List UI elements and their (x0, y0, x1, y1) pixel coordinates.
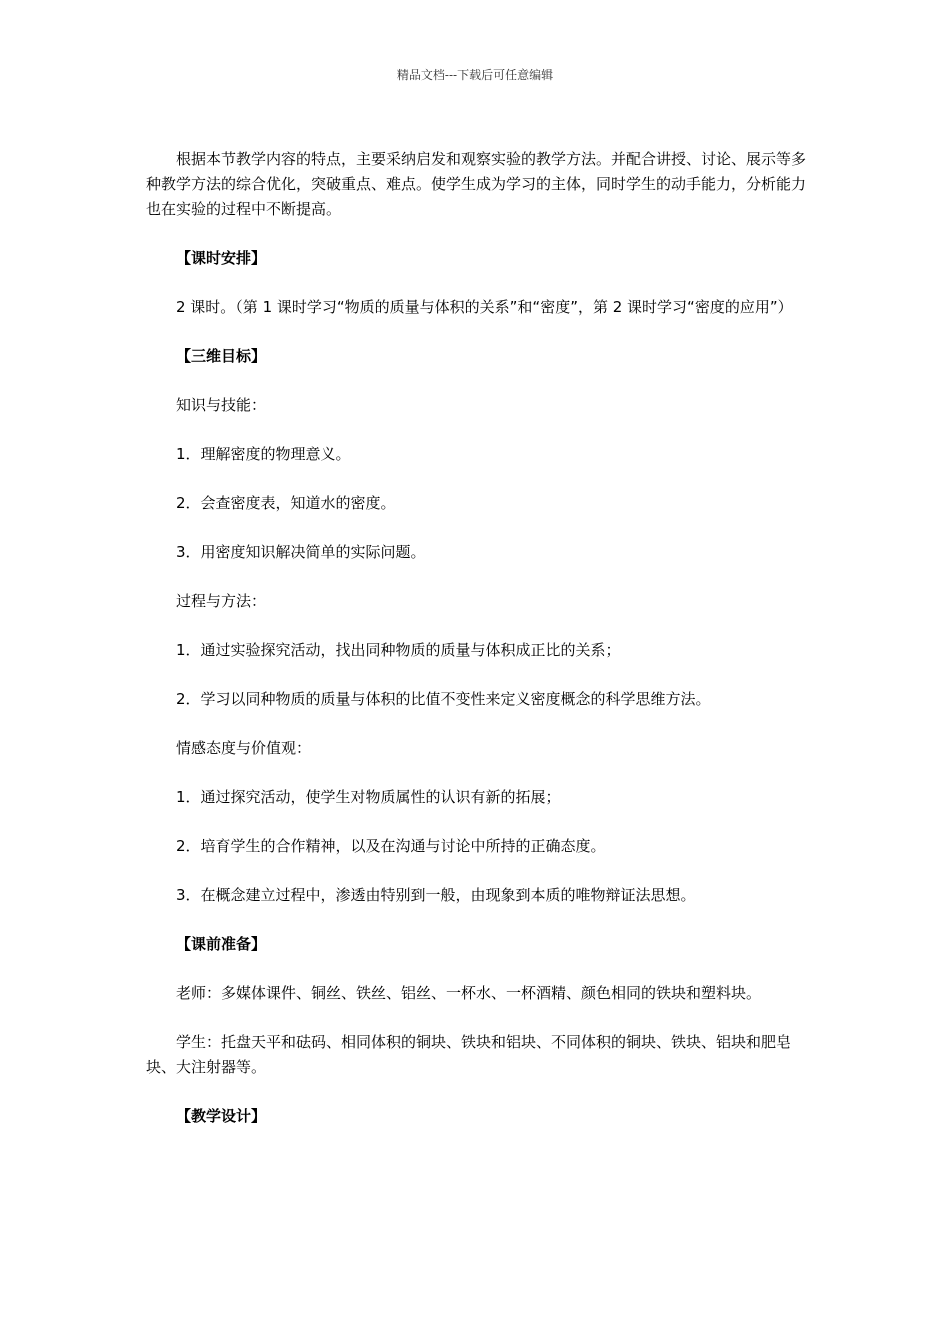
goals-heading: 【三维目标】 (176, 347, 267, 365)
knowledge-title: 知识与技能： (176, 396, 267, 414)
knowledge-item: 2．会查密度表，知道水的密度。 (176, 494, 396, 512)
student-materials: 学生：托盘天平和砝码、相同体积的铜块、铁块和铝块、不同体积的铜块、铁块、铝块和肥皂块、大注射器等。 (146, 1033, 792, 1076)
intro-paragraph: 根据本节教学内容的特点，主要采纳启发和观察实验的教学方法。并配合讲授、讨论、展示等多种教学方法的综合优化，突破重点、难点。使学生成为学习的主体，同时学生的动手能力，分析能力也在实验的过程中不断提高。 (146, 150, 807, 218)
schedule-heading: 【课时安排】 (176, 249, 267, 267)
teacher-materials: 老师：多媒体课件、铜丝、铁丝、铝丝、一杯水、一杯酒精、颜色相同的铁块和塑料块。 (176, 984, 762, 1002)
emotion-item: 3．在概念建立过程中，渗透由特别到一般，由现象到本质的唯物辩证法思想。 (176, 886, 696, 904)
document-body (146, 147, 814, 1129)
preparation-heading: 【课前准备】 (176, 935, 267, 953)
schedule-text: 2 课时。（第 1 课时学习“物质的质量与体积的关系”和“密度”，第 2 课时学习“密度的应用”） (176, 298, 793, 316)
knowledge-item: 1．理解密度的物理意义。 (176, 445, 351, 463)
emotion-item: 1．通过探究活动，使学生对物质属性的认识有新的拓展； (176, 788, 561, 806)
process-title: 过程与方法： (176, 592, 267, 610)
emotion-title: 情感态度与价值观： (176, 739, 312, 757)
process-item: 1．通过实验探究活动，找出同种物质的质量与体积成正比的关系； (176, 641, 621, 659)
knowledge-item: 3．用密度知识解决简单的实际问题。 (176, 543, 426, 561)
page-header: 精品文档---下载后可任意编辑 (396, 68, 554, 82)
emotion-item: 2．培育学生的合作精神，以及在沟通与讨论中所持的正确态度。 (176, 837, 606, 855)
design-heading: 【教学设计】 (176, 1107, 267, 1125)
process-item: 2．学习以同种物质的质量与体积的比值不变性来定义密度概念的科学思维方法。 (176, 690, 711, 708)
